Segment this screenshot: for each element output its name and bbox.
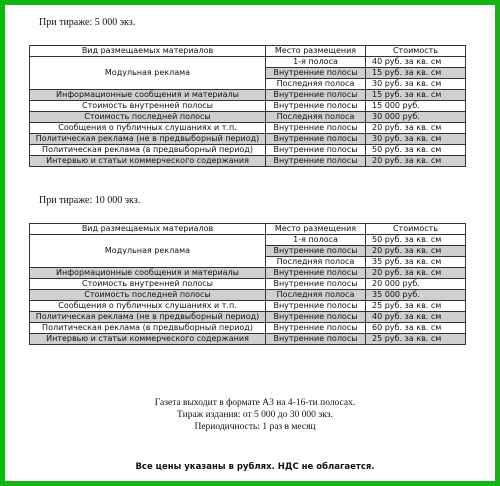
cost-cell: 20 руб. за кв. см [366, 123, 466, 134]
material-type-cell: Интервью и статьи коммерческого содержания [30, 334, 266, 345]
cost-cell: 35 руб. за кв. см [366, 257, 466, 268]
placement-cell: 1-я полоса [266, 235, 366, 246]
placement-cell: Последняя полоса [266, 112, 366, 123]
table-row [30, 290, 466, 301]
header-cost: Стоимость [366, 224, 466, 235]
material-type-cell: Политическая реклама (не в предвыборный период) [30, 134, 266, 145]
cost-cell: 50 руб. за кв. см [366, 145, 466, 156]
table-row [30, 123, 466, 134]
cost-cell: 20 руб. за кв. см [366, 156, 466, 167]
notes-circulation-line: Тираж издания: от 5 000 до 30 000 экз. [177, 410, 333, 420]
header-material-type: Вид размещаемых материалов [30, 224, 266, 235]
material-type-cell: Информационные сообщения и материалы [30, 90, 266, 101]
placement-cell: Внутренние полосы [266, 301, 366, 312]
material-type-cell: Стоимость последней полосы [30, 290, 266, 301]
placement-cell: Внутренние полосы [266, 68, 366, 79]
placement-cell: Внутренние полосы [266, 334, 366, 345]
table-row [30, 334, 466, 345]
table-row [30, 323, 466, 334]
notes-format-line: Газета выходит в формате А3 на 4-16-ти полосах. [154, 398, 356, 408]
header-placement: Место размещения [266, 46, 366, 57]
placement-cell: Последняя полоса [266, 79, 366, 90]
cost-cell: 20 руб. за кв. см [366, 268, 466, 279]
placement-cell: Внутренние полосы [266, 279, 366, 290]
table-row [30, 90, 466, 101]
table-row [30, 301, 466, 312]
modular-ad-label: Модульная реклама [30, 235, 266, 268]
material-type-cell: Политическая реклама (в предвыборный период) [30, 323, 266, 334]
material-type-cell: Сообщения о публичных слушаниях и т.п. [30, 301, 266, 312]
placement-cell: Внутренние полосы [266, 134, 366, 145]
cost-cell: 15 руб. за кв. см [366, 68, 466, 79]
material-type-cell: Стоимость последней полосы [30, 112, 266, 123]
header-cost: Стоимость [366, 46, 466, 57]
cost-cell: 35 000 руб. [366, 290, 466, 301]
cost-cell: 30 000 руб. [366, 112, 466, 123]
cost-cell: 25 руб. за кв. см [366, 301, 466, 312]
table-row [30, 312, 466, 323]
modular-ad-label: Модульная реклама [30, 57, 266, 90]
placement-cell: Внутренние полосы [266, 90, 366, 101]
material-type-cell: Информационные сообщения и материалы [30, 268, 266, 279]
placement-cell: Последняя полоса [266, 257, 366, 268]
table-row [30, 57, 466, 68]
cost-cell: 30 руб. за кв. см [366, 79, 466, 90]
table-row [30, 279, 466, 290]
section2-caption: При тираже: 10 000 экз. [39, 195, 141, 206]
placement-cell: Внутренние полосы [266, 246, 366, 257]
material-type-cell: Политическая реклама (в предвыборный период) [30, 145, 266, 156]
cost-cell: 20 000 руб. [366, 279, 466, 290]
table-row [30, 268, 466, 279]
cost-cell: 50 руб. за кв. см [366, 235, 466, 246]
cost-cell: 15 руб. за кв. см [366, 90, 466, 101]
table-row [30, 145, 466, 156]
cost-cell: 60 руб. за кв. см [366, 323, 466, 334]
section1-caption: При тираже: 5 000 экз. [39, 17, 136, 28]
price-table-5000 [29, 45, 466, 167]
header-placement: Место размещения [266, 224, 366, 235]
placement-cell: Внутренние полосы [266, 323, 366, 334]
table-row [30, 101, 466, 112]
material-type-cell: Стоимость внутренней полосы [30, 101, 266, 112]
placement-cell: Последняя полоса [266, 290, 366, 301]
material-type-cell: Политическая реклама (не в предвыборный период) [30, 312, 266, 323]
table-row [30, 112, 466, 123]
table-row [30, 156, 466, 167]
material-type-cell: Интервью и статьи коммерческого содержания [30, 156, 266, 167]
cost-cell: 40 руб. за кв. см [366, 57, 466, 68]
placement-cell: Внутренние полосы [266, 101, 366, 112]
table-row [30, 134, 466, 145]
placement-cell: Внутренние полосы [266, 123, 366, 134]
table-header-row [30, 224, 466, 235]
cost-cell: 15 000 руб. [366, 101, 466, 112]
placement-cell: Внутренние полосы [266, 156, 366, 167]
cost-cell: 40 руб. за кв. см [366, 312, 466, 323]
cost-cell: 20 руб. за кв. см [366, 246, 466, 257]
placement-cell: 1-я полоса [266, 57, 366, 68]
placement-cell: Внутренние полосы [266, 268, 366, 279]
placement-cell: Внутренние полосы [266, 312, 366, 323]
publication-notes [5, 397, 500, 433]
notes-frequency-line: Периодичность: 1 раз в месяц [194, 422, 316, 432]
prices-footnote: Все цены указаны в рублях. НДС не облагается. [135, 462, 375, 472]
price-table-10000 [29, 223, 466, 345]
material-type-cell: Сообщения о публичных слушаниях и т.п. [30, 123, 266, 134]
header-material-type: Вид размещаемых материалов [30, 46, 266, 57]
table-header-row [30, 46, 466, 57]
cost-cell: 25 руб. за кв. см [366, 334, 466, 345]
cost-cell: 30 руб. за кв. см [366, 134, 466, 145]
table-row [30, 235, 466, 246]
material-type-cell: Стоимость внутренней полосы [30, 279, 266, 290]
placement-cell: Внутренние полосы [266, 145, 366, 156]
